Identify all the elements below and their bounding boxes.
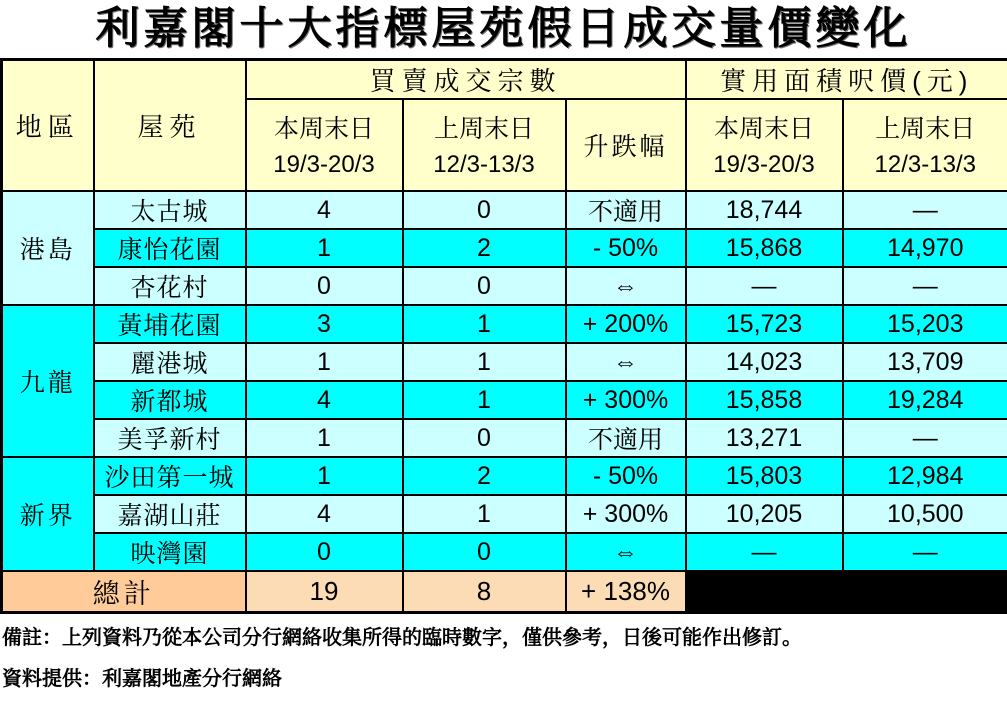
estate-cell: 黃埔花園 (94, 305, 246, 343)
price-last-cell: 19,284 (843, 381, 1007, 419)
footer (0, 614, 1007, 691)
estate-cell: 麗港城 (94, 343, 246, 381)
change-cell: - 50% (566, 229, 686, 267)
header-price-this-weekend (686, 99, 843, 191)
deals-this-cell: 4 (246, 495, 403, 533)
estate-row (2, 267, 1007, 305)
price-last-cell: 13,709 (843, 343, 1007, 381)
price-last-cell: 10,500 (843, 495, 1007, 533)
estate-cell: 新都城 (94, 381, 246, 419)
price-last-cell: — (843, 191, 1007, 229)
change-cell: + 200% (566, 305, 686, 343)
price-last-cell: — (843, 533, 1007, 571)
header-row-groups (2, 60, 1007, 100)
subhead (687, 101, 842, 189)
price-last-cell: 14,970 (843, 229, 1007, 267)
total-change-cell: + 138% (566, 571, 686, 613)
header-deals-group: 買賣成交宗數 (246, 60, 686, 100)
page-title: 利嘉閣十大指標屋苑假日成交量價變化 (95, 4, 912, 53)
header-deals-last-weekend (403, 99, 566, 191)
total-row (2, 571, 1007, 613)
subhead-dates: 19/3-20/3 (713, 151, 815, 178)
deals-last-cell: 2 (403, 457, 566, 495)
subhead-label: 上周末日 (875, 115, 976, 143)
header-price-last-weekend (843, 99, 1007, 191)
price-this-cell: 13,271 (686, 419, 843, 457)
deals-this-cell: 1 (246, 343, 403, 381)
total-deals-last-cell: 8 (403, 571, 566, 613)
change-cell: 不適用 (566, 191, 686, 229)
subhead-dates: 12/3-13/3 (433, 151, 535, 178)
deals-last-cell: 0 (403, 419, 566, 457)
price-this-cell: 15,803 (686, 457, 843, 495)
estate-cell: 康怡花園 (94, 229, 246, 267)
estate-cell: 美孚新村 (94, 419, 246, 457)
total-label-cell: 總計 (2, 571, 246, 613)
header-price-group: 實用面積呎價(元) (686, 60, 1007, 100)
estate-row (2, 343, 1007, 381)
deals-this-cell: 0 (246, 533, 403, 571)
estate-row (2, 533, 1007, 571)
subhead (844, 101, 1007, 189)
subhead-label: 上周末日 (433, 115, 534, 143)
deals-last-cell: 1 (403, 495, 566, 533)
deals-this-cell: 4 (246, 381, 403, 419)
district-cell: 港島 (2, 191, 94, 305)
deals-this-cell: 1 (246, 229, 403, 267)
header-district: 地區 (2, 60, 94, 192)
deals-last-cell: 2 (403, 229, 566, 267)
subhead-dates: 19/3-20/3 (273, 151, 375, 178)
price-last-cell: 12,984 (843, 457, 1007, 495)
estate-cell: 沙田第一城 (94, 457, 246, 495)
footnote-source: 資料提供：利嘉閣地產分行網絡 (2, 668, 282, 690)
deals-this-cell: 3 (246, 305, 403, 343)
estate-row (2, 229, 1007, 267)
footnote-remark: 備註：上列資料乃從本公司分行網絡收集所得的臨時數字，僅供參考，日後可能作出修訂。 (2, 627, 802, 649)
subhead-label: 本周末日 (713, 115, 814, 143)
price-this-cell: — (686, 533, 843, 571)
price-last-cell: — (843, 267, 1007, 305)
estate-row (2, 457, 1007, 495)
estate-cell: 嘉湖山莊 (94, 495, 246, 533)
change-cell: ⇔ (566, 533, 686, 571)
deals-last-cell: 1 (403, 381, 566, 419)
deals-this-cell: 0 (246, 267, 403, 305)
subhead (247, 101, 402, 189)
estate-row (2, 419, 1007, 457)
estate-cell: 太古城 (94, 191, 246, 229)
blank-black-cell (686, 571, 1007, 613)
deals-this-cell: 4 (246, 191, 403, 229)
deals-last-cell: 1 (403, 343, 566, 381)
price-this-cell: — (686, 267, 843, 305)
estates-table (0, 58, 1007, 614)
deals-last-cell: 1 (403, 305, 566, 343)
header-deals-this-weekend (246, 99, 403, 191)
header-change: 升跌幅 (566, 99, 686, 191)
estate-row (2, 191, 1007, 229)
estate-row (2, 495, 1007, 533)
subhead-label: 本周末日 (273, 115, 374, 143)
price-this-cell: 10,205 (686, 495, 843, 533)
price-last-cell: 15,203 (843, 305, 1007, 343)
deals-last-cell: 0 (403, 267, 566, 305)
price-last-cell: — (843, 419, 1007, 457)
deals-this-cell: 1 (246, 419, 403, 457)
deals-last-cell: 0 (403, 191, 566, 229)
district-cell: 新界 (2, 457, 94, 571)
estate-cell: 杏花村 (94, 267, 246, 305)
subhead-dates: 12/3-13/3 (874, 151, 976, 178)
price-this-cell: 15,868 (686, 229, 843, 267)
total-deals-this-cell: 19 (246, 571, 403, 613)
change-cell: ⇔ (566, 267, 686, 305)
district-cell: 九龍 (2, 305, 94, 457)
deals-this-cell: 1 (246, 457, 403, 495)
change-cell: ⇔ (566, 343, 686, 381)
deals-last-cell: 0 (403, 533, 566, 571)
change-cell: + 300% (566, 381, 686, 419)
subhead (404, 101, 565, 189)
price-this-cell: 18,744 (686, 191, 843, 229)
change-cell: 不適用 (566, 419, 686, 457)
price-this-cell: 15,858 (686, 381, 843, 419)
estate-cell: 映灣園 (94, 533, 246, 571)
header-estate: 屋苑 (94, 60, 246, 192)
change-cell: + 300% (566, 495, 686, 533)
change-cell: - 50% (566, 457, 686, 495)
estate-row (2, 305, 1007, 343)
price-this-cell: 15,723 (686, 305, 843, 343)
estate-row (2, 381, 1007, 419)
price-this-cell: 14,023 (686, 343, 843, 381)
